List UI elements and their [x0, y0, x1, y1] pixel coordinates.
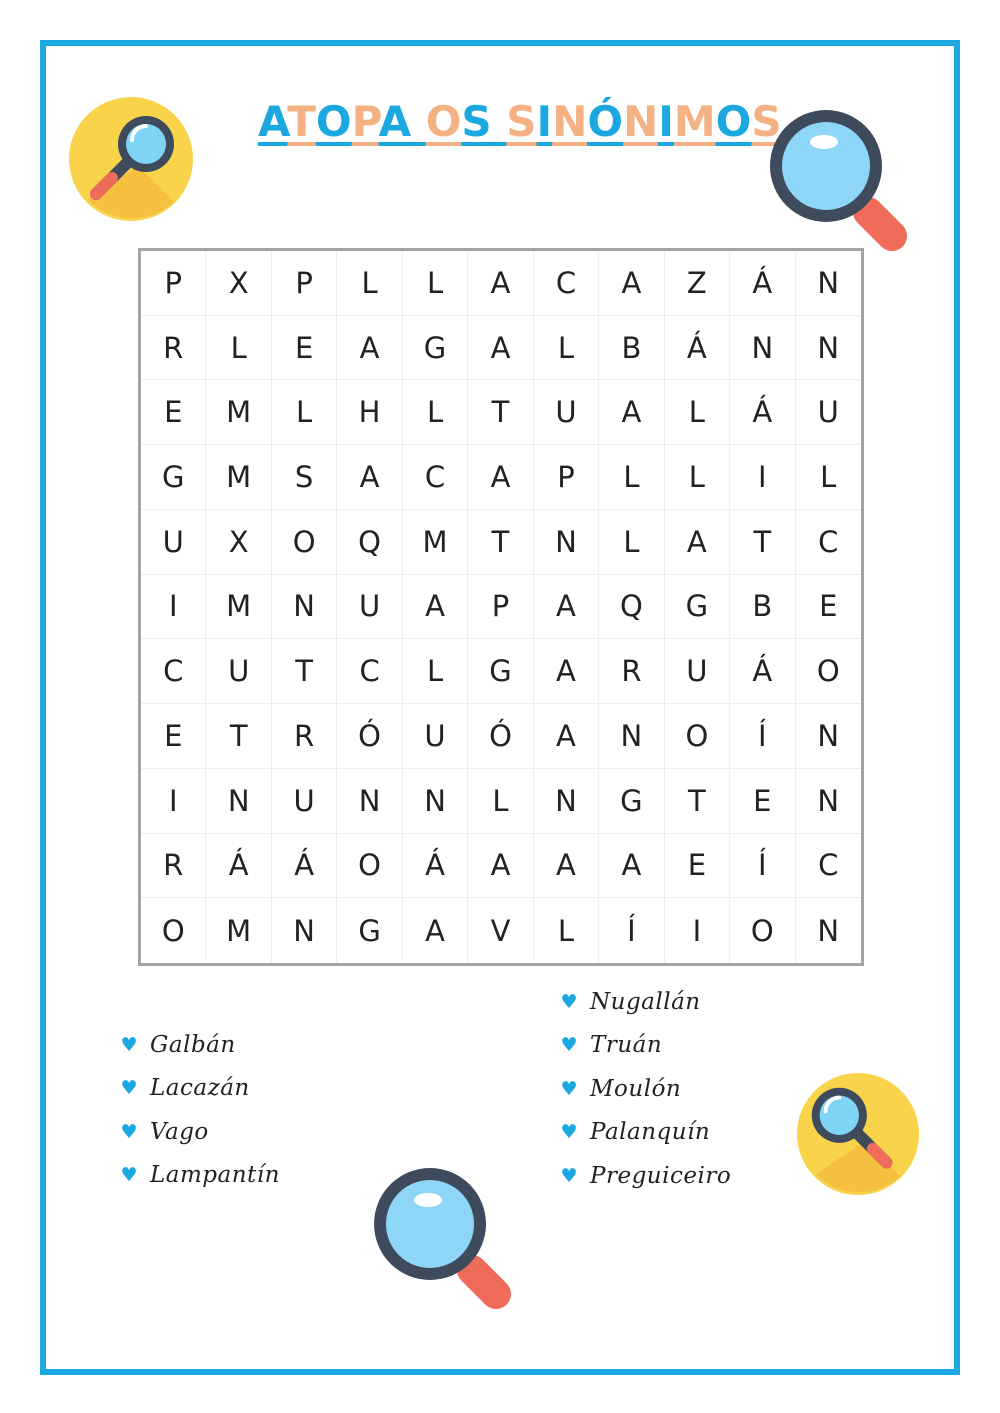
grid-cell[interactable]: M — [206, 445, 271, 510]
grid-cell[interactable]: B — [730, 575, 795, 640]
title-letter — [411, 97, 426, 146]
grid-cell[interactable]: G — [337, 898, 402, 963]
grid-cell[interactable]: U — [141, 510, 206, 575]
title-letter — [492, 97, 507, 146]
grid-cell[interactable]: S — [272, 445, 337, 510]
grid-cell[interactable]: A — [599, 834, 664, 899]
grid-cell[interactable]: I — [730, 445, 795, 510]
grid-cell[interactable]: Á — [665, 316, 730, 381]
grid-cell[interactable]: L — [534, 316, 599, 381]
grid-cell[interactable]: G — [141, 445, 206, 510]
grid-cell[interactable]: N — [817, 913, 840, 948]
grid-cell[interactable]: Á — [206, 834, 271, 899]
grid-cell[interactable]: E — [141, 380, 206, 445]
grid-cell[interactable]: A — [468, 445, 533, 510]
grid-cell[interactable]: O — [337, 834, 402, 899]
grid-cell[interactable]: C — [796, 510, 861, 575]
grid-cell[interactable]: G — [403, 316, 468, 381]
title-letter: T — [287, 97, 316, 146]
word-list-left — [118, 1023, 280, 1197]
word-label: Lacazán — [150, 1075, 250, 1102]
grid-cell[interactable]: A — [337, 316, 402, 381]
grid-cell[interactable]: C — [403, 445, 468, 510]
grid-cell[interactable]: A — [534, 575, 599, 640]
title-letter: A — [378, 97, 412, 146]
grid-cell[interactable]: N — [796, 251, 861, 316]
word-list-item — [118, 1110, 280, 1154]
title-letter: S — [461, 97, 492, 146]
grid-cell[interactable]: Á — [730, 251, 795, 316]
grid-cell[interactable]: L — [665, 445, 730, 510]
word-label: Lampantín — [150, 1162, 280, 1189]
grid-cell[interactable]: H — [337, 380, 402, 445]
grid-cell[interactable]: O — [796, 639, 861, 704]
grid-cell[interactable]: M — [403, 510, 468, 575]
heart-icon: ♥ — [560, 1121, 578, 1144]
title-letter: P — [351, 97, 379, 146]
grid-cell[interactable]: Í — [599, 898, 664, 963]
grid-cell[interactable]: Í — [730, 834, 795, 899]
heart-icon: ♥ — [560, 1077, 578, 1100]
grid-cell[interactable]: G — [468, 639, 533, 704]
title-letter: A — [258, 97, 288, 146]
grid-cell[interactable]: Á — [730, 380, 795, 445]
grid-cell[interactable]: L — [403, 639, 468, 704]
title-letter: N — [623, 97, 659, 146]
word-label: Preguiceiro — [590, 1162, 732, 1189]
word-list-item — [558, 980, 731, 1024]
word-label: Vago — [150, 1118, 209, 1145]
heart-icon: ♥ — [560, 1164, 578, 1187]
word-list-right — [558, 980, 731, 1198]
grid-cell[interactable]: U — [403, 704, 468, 769]
word-label: Palanquín — [590, 1119, 711, 1146]
grid-cell[interactable]: U — [796, 380, 861, 445]
grid-cell[interactable]: Q — [599, 575, 664, 640]
magnifying-glass-badge-icon — [68, 96, 194, 222]
title-letter: O — [425, 97, 462, 146]
grid-cell[interactable]: I — [141, 575, 206, 640]
grid-cell[interactable]: O — [272, 510, 337, 575]
grid-cell[interactable]: A — [534, 834, 599, 899]
grid-cell[interactable]: P — [468, 575, 533, 640]
heart-icon: ♥ — [120, 1164, 138, 1187]
title-letter: M — [673, 97, 716, 146]
word-label: Truán — [590, 1032, 663, 1059]
magnifying-glass-badge-icon — [796, 1072, 920, 1196]
grid-cell[interactable]: T — [272, 639, 337, 704]
grid-cell[interactable]: B — [599, 316, 664, 381]
grid-cell[interactable]: M — [206, 575, 271, 640]
grid-cell[interactable]: L — [337, 251, 402, 316]
heart-icon: ♥ — [120, 1033, 138, 1056]
grid-cell[interactable]: Á — [730, 639, 795, 704]
title-letter: S — [506, 97, 537, 146]
word-label: Moulón — [590, 1075, 682, 1102]
grid-cell[interactable]: V — [468, 898, 533, 963]
grid-cell[interactable]: P — [534, 445, 599, 510]
grid-cell[interactable]: C — [534, 251, 599, 316]
word-search-grid — [138, 248, 864, 966]
grid-cell[interactable]: U — [665, 639, 730, 704]
grid-cell[interactable]: C — [796, 834, 861, 899]
grid-cell[interactable]: A — [468, 834, 533, 899]
heart-icon: ♥ — [120, 1077, 138, 1100]
grid-cell[interactable]: L — [796, 445, 861, 510]
grid-cell[interactable]: U — [534, 380, 599, 445]
grid-cell[interactable]: A — [403, 575, 468, 640]
grid-cell[interactable]: Z — [665, 251, 730, 316]
word-list-item — [118, 1067, 280, 1111]
grid-cell[interactable]: E — [272, 316, 337, 381]
grid-cell[interactable]: M — [206, 898, 271, 963]
grid-cell[interactable]: L — [599, 445, 664, 510]
grid-cell[interactable]: I — [665, 898, 730, 963]
grid-cell[interactable]: N — [272, 575, 337, 640]
magnifying-glass-icon — [768, 108, 924, 266]
title-letter: O — [315, 97, 352, 146]
grid-cell[interactable]: T — [468, 380, 533, 445]
grid-cell[interactable]: Q — [337, 510, 402, 575]
grid-cell[interactable]: A — [599, 251, 664, 316]
grid-cell[interactable]: N — [796, 769, 861, 834]
grid-cell[interactable]: E — [796, 575, 861, 640]
grid-cell[interactable]: Á — [272, 834, 337, 899]
word-list-item — [558, 1067, 731, 1111]
grid-cell[interactable]: T — [468, 510, 533, 575]
grid-cell[interactable]: Á — [403, 834, 468, 899]
grid-cell[interactable]: E — [665, 834, 730, 899]
grid-cell[interactable]: L — [403, 380, 468, 445]
grid-cell[interactable]: T — [206, 704, 271, 769]
grid-cell[interactable]: N — [534, 769, 599, 834]
title-letter: Ó — [587, 97, 624, 146]
word-list-item — [118, 1023, 280, 1067]
heart-icon: ♥ — [560, 990, 578, 1013]
grid-cell[interactable]: O — [730, 898, 795, 963]
grid-cell[interactable]: A — [403, 898, 468, 963]
grid-cell[interactable]: R — [272, 704, 337, 769]
grid-cell[interactable]: I — [141, 769, 206, 834]
magnifying-glass-icon — [372, 1166, 528, 1324]
title-letter: I — [536, 97, 553, 146]
grid-cell[interactable]: A — [337, 445, 402, 510]
grid-cell[interactable]: L — [534, 898, 599, 963]
word-label: Nugallán — [590, 988, 701, 1015]
grid-cell[interactable]: Ó — [468, 704, 533, 769]
grid-cell[interactable]: N — [796, 316, 861, 381]
grid-cell[interactable]: U — [272, 769, 337, 834]
grid-cell[interactable]: U — [337, 575, 402, 640]
page-title — [258, 96, 782, 148]
grid-cell[interactable]: O — [665, 704, 730, 769]
grid-cell[interactable]: L — [599, 510, 664, 575]
grid-cell[interactable]: G — [599, 769, 664, 834]
title-letter: N — [552, 97, 588, 146]
grid-cell[interactable]: L — [665, 380, 730, 445]
grid-cell[interactable]: A — [468, 316, 533, 381]
grid-cell[interactable]: P — [141, 251, 206, 316]
title-letter: S — [751, 97, 782, 146]
grid-cell[interactable]: E — [141, 704, 206, 769]
grid-cell[interactable]: O — [141, 898, 206, 963]
grid-cell[interactable]: R — [141, 316, 206, 381]
word-list-item — [558, 1154, 731, 1198]
grid-cell[interactable]: G — [665, 575, 730, 640]
grid-cell[interactable]: A — [665, 510, 730, 575]
grid-cell[interactable]: P — [272, 251, 337, 316]
grid-cell[interactable]: N — [206, 769, 271, 834]
word-list-item — [558, 1111, 731, 1155]
grid-cell[interactable]: N — [730, 316, 795, 381]
grid-cell[interactable]: E — [730, 769, 795, 834]
word-label: Galbán — [150, 1031, 236, 1058]
grid-cell[interactable]: X — [206, 510, 271, 575]
grid-cell[interactable]: N — [534, 510, 599, 575]
grid-cell[interactable]: T — [665, 769, 730, 834]
grid-cell[interactable]: X — [206, 251, 271, 316]
grid-cell[interactable]: L — [468, 769, 533, 834]
grid-cell[interactable]: L — [403, 251, 468, 316]
grid-cell[interactable]: U — [206, 639, 271, 704]
grid-cell[interactable]: R — [141, 834, 206, 899]
grid-cell[interactable]: A — [534, 704, 599, 769]
grid-cell[interactable]: C — [141, 639, 206, 704]
grid-cell[interactable]: Ó — [337, 704, 402, 769]
grid-cell[interactable]: N — [796, 704, 861, 769]
title-letter: I — [658, 97, 674, 146]
grid-cell[interactable]: Í — [730, 704, 795, 769]
grid-cell[interactable]: N — [403, 769, 468, 834]
word-list-item — [118, 1154, 280, 1198]
grid-cell[interactable]: C — [337, 639, 402, 704]
heart-icon: ♥ — [120, 1120, 138, 1143]
grid-cell[interactable]: A — [534, 639, 599, 704]
grid-cell[interactable]: A — [468, 251, 533, 316]
grid-cell[interactable]: L — [206, 316, 271, 381]
grid-cell[interactable]: A — [599, 380, 664, 445]
grid-cell[interactable]: T — [730, 510, 795, 575]
grid-cell[interactable]: R — [599, 639, 664, 704]
word-list-item — [558, 1024, 731, 1068]
title-letter: O — [715, 97, 752, 146]
grid-cell[interactable]: N — [272, 898, 337, 963]
grid-cell[interactable]: M — [206, 380, 271, 445]
grid-cell[interactable]: N — [599, 704, 664, 769]
heart-icon: ♥ — [560, 1034, 578, 1057]
grid-cell[interactable]: N — [337, 769, 402, 834]
grid-cell[interactable]: L — [272, 380, 337, 445]
